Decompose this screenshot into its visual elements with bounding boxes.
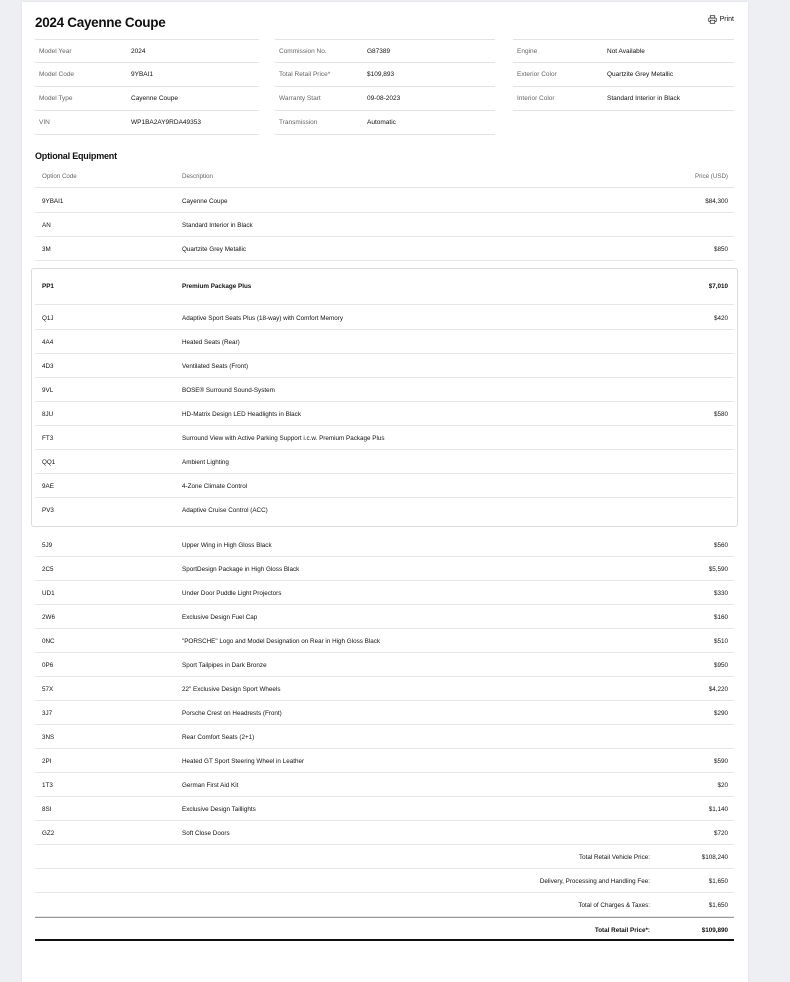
option-code: PV3 [42, 507, 54, 514]
spec-row [513, 63, 734, 87]
option-price: $84,300 [705, 198, 728, 205]
specs-column-2 [275, 39, 495, 135]
option-description: HD-Matrix Design LED Headlights in Black [182, 411, 301, 418]
option-price: $7,010 [708, 283, 728, 290]
spec-row [513, 87, 734, 111]
option-price: $850 [713, 246, 728, 253]
header-description: Description [182, 173, 213, 180]
option-description: German First Aid Kit [182, 782, 239, 789]
option-price: $5,590 [708, 566, 728, 573]
option-price: $1,140 [708, 806, 728, 813]
table-row [35, 821, 734, 845]
option-price: $420 [713, 315, 728, 322]
option-code: 0NC [42, 638, 55, 645]
window-sticker [22, 2, 748, 982]
option-description: Soft Close Doors [182, 830, 230, 837]
option-code: 9VL [42, 387, 54, 394]
option-description: Surround View with Active Parking Support i.c.w. Premium Package Plus [182, 435, 385, 442]
spec-row [275, 63, 495, 87]
option-description: Sport Tailpipes in Dark Bronze [182, 662, 267, 669]
option-description: Ventilated Seats (Front) [182, 363, 249, 370]
spec-label: Commission No. [279, 47, 327, 55]
total-label: Total Retail Vehicle Price: [578, 854, 650, 861]
table-row [35, 629, 734, 653]
final-total-row [35, 917, 734, 941]
vehicle-specs [35, 39, 734, 139]
table-row [35, 653, 734, 677]
option-price: $560 [713, 542, 728, 549]
table-row [35, 189, 734, 213]
option-code: 8SI [42, 806, 52, 813]
equipment-table-header [35, 165, 734, 188]
option-description: Adaptive Sport Seats Plus (18-way) with Comfort Memory [182, 315, 343, 322]
print-button[interactable] [708, 15, 734, 24]
total-label: Total of Charges & Taxes: [578, 902, 650, 909]
spec-value: 9YBAI1 [131, 71, 154, 78]
option-code: 3NS [42, 734, 55, 741]
spec-value: $109,893 [367, 71, 395, 78]
spec-label: Model Code [39, 71, 75, 78]
option-description: Heated GT Sport Steering Wheel in Leather [182, 758, 305, 765]
option-price: $580 [713, 411, 728, 418]
package-item-row [35, 426, 734, 450]
option-price: $20 [717, 782, 728, 789]
total-value: $108,240 [701, 854, 728, 861]
option-description: "PORSCHE" Logo and Model Designation on Rear in High Gloss Black [182, 638, 381, 645]
optional-equipment-title: Optional Equipment [35, 151, 117, 161]
option-description: Rear Comfort Seats (2+1) [182, 734, 255, 741]
spec-label: Engine [517, 47, 538, 55]
option-description: Premium Package Plus [182, 283, 252, 290]
spec-value: Cayenne Coupe [131, 95, 178, 102]
option-code: FT3 [42, 435, 54, 442]
spec-label: Model Year [39, 47, 72, 55]
spec-row [35, 87, 259, 111]
option-price: $330 [713, 590, 728, 597]
option-description: Heated Seats (Rear) [182, 339, 240, 346]
package-item-row [35, 354, 734, 378]
package-item-row [35, 450, 734, 474]
option-description: 4-Zone Climate Control [182, 483, 248, 490]
option-description: Adaptive Cruise Control (ACC) [182, 507, 268, 514]
table-row [35, 701, 734, 725]
total-row [35, 893, 734, 917]
package-item-row [35, 474, 734, 498]
option-code: 9AE [42, 483, 54, 490]
option-code: AN [42, 222, 51, 229]
specs-column-3 [513, 39, 734, 111]
spec-row [35, 111, 259, 135]
option-description: SportDesign Package in High Gloss Black [182, 566, 300, 573]
spec-row [513, 39, 734, 63]
option-description: 22" Exclusive Design Sport Wheels [182, 686, 281, 693]
package-item-row [35, 306, 734, 330]
spec-label: Total Retail Price* [279, 71, 331, 78]
package-item-row [35, 498, 734, 522]
option-code: 9YBAI1 [42, 198, 64, 205]
option-code: 2W6 [42, 614, 55, 621]
spec-value: 09-08-2023 [367, 95, 401, 102]
option-code: UD1 [42, 590, 55, 597]
spec-label: Interior Color [517, 95, 555, 102]
option-code: QQ1 [42, 459, 56, 466]
spec-value: G87389 [367, 47, 391, 55]
package-item-row [35, 402, 734, 426]
option-description: Exclusive Design Fuel Cap [182, 614, 258, 621]
option-description: Exclusive Design Taillights [182, 806, 256, 813]
spec-row [275, 87, 495, 111]
option-code: 2C5 [42, 566, 54, 573]
table-row [35, 581, 734, 605]
final-total-label: Total Retail Price*: [594, 927, 650, 934]
spec-label: VIN [39, 119, 50, 126]
option-description: Cayenne Coupe [182, 198, 228, 205]
spec-label: Exterior Color [517, 71, 557, 78]
header-price: Price (USD) [694, 173, 728, 180]
page-title: 2024 Cayenne Coupe [35, 15, 166, 30]
option-price: $590 [713, 758, 728, 765]
spec-row [35, 39, 259, 63]
option-description: Porsche Crest on Headrests (Front) [182, 710, 282, 717]
table-row [35, 237, 734, 261]
spec-label: Warranty Start [279, 95, 321, 102]
option-description: Quartzite Grey Metallic [182, 246, 247, 253]
option-code: 4D3 [42, 363, 54, 370]
table-row [35, 749, 734, 773]
option-code: 3J7 [42, 710, 53, 717]
option-description: Under Door Puddle Light Projectors [182, 590, 282, 597]
option-price: $510 [713, 638, 728, 645]
option-code: 0P6 [42, 662, 54, 669]
spec-row [275, 111, 495, 135]
option-price: $950 [713, 662, 728, 669]
option-price: $720 [713, 830, 728, 837]
spec-value: Not Available [607, 47, 645, 55]
table-row [35, 557, 734, 581]
option-code: 5J9 [42, 542, 53, 549]
total-value: $1,650 [708, 902, 728, 909]
option-code: PP1 [42, 283, 54, 290]
total-row [35, 869, 734, 893]
final-total-value: $109,890 [701, 927, 728, 934]
option-description: Upper Wing in High Gloss Black [182, 542, 272, 549]
table-row [35, 533, 734, 557]
option-description: Ambient Lighting [182, 459, 229, 466]
table-row [35, 773, 734, 797]
option-description: Standard Interior in Black [182, 222, 253, 229]
option-price: $4,220 [708, 686, 728, 693]
package-item-row [35, 378, 734, 402]
table-row [35, 605, 734, 629]
specs-column-1 [35, 39, 259, 135]
spec-row [35, 63, 259, 87]
option-code: Q1J [42, 315, 54, 322]
option-price: $160 [713, 614, 728, 621]
total-row [35, 845, 734, 869]
option-code: 1T3 [42, 782, 53, 789]
spec-label: Transmission [279, 119, 318, 126]
table-row [35, 677, 734, 701]
option-code: 4A4 [42, 339, 54, 346]
option-code: 8JU [42, 411, 54, 418]
package-row [35, 272, 734, 305]
spec-value: Quartzite Grey Metallic [607, 71, 674, 78]
spec-value: Automatic [367, 119, 396, 126]
option-code: 3M [42, 246, 51, 253]
spec-row [275, 39, 495, 63]
option-code: 2PI [42, 758, 52, 765]
total-value: $1,650 [708, 878, 728, 885]
option-code: GZ2 [42, 830, 55, 837]
spec-label: Model Type [39, 95, 73, 102]
table-row [35, 797, 734, 821]
option-code: 57X [42, 686, 54, 693]
spec-value: Standard Interior in Black [607, 95, 680, 102]
total-label: Delivery, Processing and Handling Fee: [539, 878, 650, 885]
printer-icon [708, 15, 717, 24]
package-item-row [35, 330, 734, 354]
header-option-code: Option Code [42, 173, 77, 180]
option-description: BOSE® Surround Sound-System [182, 387, 275, 394]
option-price: $290 [713, 710, 728, 717]
spec-value: 2024 [131, 47, 146, 55]
table-row [35, 725, 734, 749]
table-row [35, 213, 734, 237]
print-label: Print [719, 16, 734, 23]
spec-value: WP1BA2AY9RDA49353 [131, 119, 201, 126]
